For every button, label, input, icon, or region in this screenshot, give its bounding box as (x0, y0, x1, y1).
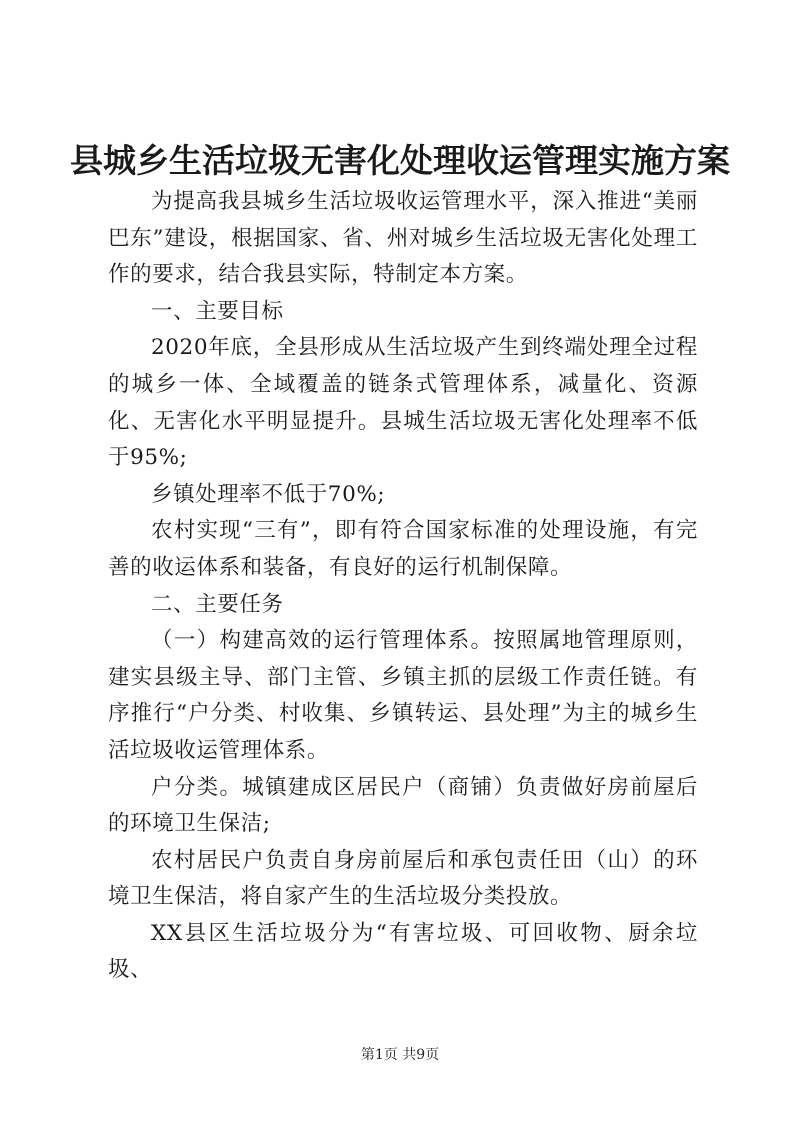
paragraph-household-sorting: 户分类。城镇建成区居民户（商铺）负责做好房前屋后的环境卫生保洁; (108, 774, 698, 837)
paragraph-intro: 为提高我县城乡生活垃圾收运管理水平，深入推进“美丽巴东”建设，根据国家、省、州对城乡生活垃圾无害化处理工作的要求，结合我县实际，特制定本方案。 (108, 189, 698, 288)
paragraph-waste-categories: XX县区生活垃圾分为“有害垃圾、可回收物、厨余垃圾、 (108, 920, 698, 983)
document-body (108, 184, 698, 989)
section-heading-goals: 一、主要目标 (151, 298, 284, 324)
paragraph-task-1: （一）构建高效的运行管理体系。按照属地管理原则，建实县级主导、部门主管、乡镇主抓的层级工作责任链。有序推行“户分类、村收集、乡镇转运、县处理”为主的城乡生活垃圾收运管理体系。 (108, 628, 698, 763)
paragraph-rural-households: 农村居民户负责自身房前屋后和承包责任田（山）的环境卫生保洁，将自家产生的生活垃圾分类投放。 (108, 847, 698, 910)
page-footer: 第1页 共9页 (360, 1047, 440, 1063)
paragraph-rural: 农村实现“三有”，即有符合国家标准的处理设施，有完善的收运体系和装备，有良好的运行机制保障。 (108, 518, 698, 580)
section-heading-tasks: 二、主要任务 (151, 591, 284, 617)
paragraph-township-rate: 乡镇处理率不低于70%; (151, 481, 386, 507)
paragraph-goals: 2020年底，全县形成从生活垃圾产生到终端处理全过程的城乡一体、全域覆盖的链条式管理体系，减量化、资源化、无害化水平明显提升。县城生活垃圾无害化处理率不低于95%; (108, 335, 698, 471)
document-title: 县城乡生活垃圾无害化处理收运管理实施方案 (70, 141, 730, 180)
